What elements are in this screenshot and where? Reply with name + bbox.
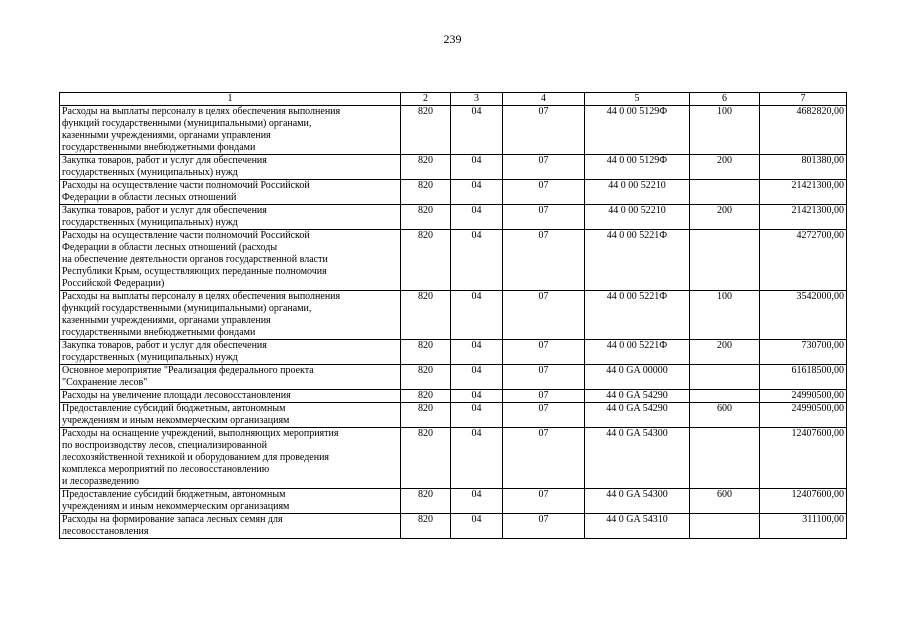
amount: 21421300,00 [760,180,847,205]
subsection-code: 07 [503,155,585,180]
table-row [60,428,847,489]
budget-table [59,92,847,539]
row-description: Закупка товаров, работ и услуг для обеспечения государственных (муниципальных) нужд [60,205,401,230]
expense-type-code: 100 [690,291,760,340]
ministry-code: 820 [401,180,451,205]
subsection-code: 07 [503,106,585,155]
table-body [60,106,847,539]
row-description: Предоставление субсидий бюджетным, автономным учреждениям и иным некоммерческим организациям [60,403,401,428]
ministry-code: 820 [401,428,451,489]
target-article-code: 44 0 GA 54310 [585,514,690,539]
row-description: Расходы на выплаты персоналу в целях обеспечения выполнения функций государственными (муниципальными) органами, казенными учреждениями, органами управления государственными внебюджетными фондами [60,106,401,155]
ministry-code: 820 [401,230,451,291]
expense-type-code: 200 [690,205,760,230]
section-code: 04 [451,390,503,403]
subsection-code: 07 [503,291,585,340]
section-code: 04 [451,155,503,180]
target-article-code: 44 0 00 52210 [585,205,690,230]
section-code: 04 [451,106,503,155]
ministry-code: 820 [401,390,451,403]
ministry-code: 820 [401,403,451,428]
expense-type-code [690,428,760,489]
ministry-code: 820 [401,489,451,514]
row-description: Предоставление субсидий бюджетным, автономным учреждениям и иным некоммерческим организациям [60,489,401,514]
ministry-code: 820 [401,340,451,365]
table-header-row [60,93,847,106]
column-header: 6 [690,93,760,106]
row-description: Расходы на выплаты персоналу в целях обеспечения выполнения функций государственными (муниципальными) органами, казенными учреждениями, органами управления государственными внебюджетными фондами [60,291,401,340]
row-description: Расходы на осуществление части полномочий Российской Федерации в области лесных отношений [60,180,401,205]
ministry-code: 820 [401,365,451,390]
row-description: Закупка товаров, работ и услуг для обеспечения государственных (муниципальных) нужд [60,340,401,365]
amount: 24990500,00 [760,390,847,403]
subsection-code: 07 [503,180,585,205]
amount: 4272700,00 [760,230,847,291]
subsection-code: 07 [503,390,585,403]
target-article-code: 44 0 GA 54300 [585,428,690,489]
subsection-code: 07 [503,403,585,428]
target-article-code: 44 0 GA 54290 [585,390,690,403]
target-article-code: 44 0 GA 54290 [585,403,690,428]
table-row [60,205,847,230]
expense-type-code: 600 [690,403,760,428]
subsection-code: 07 [503,340,585,365]
expense-type-code [690,365,760,390]
amount: 311100,00 [760,514,847,539]
table-row [60,106,847,155]
expense-type-code [690,180,760,205]
section-code: 04 [451,514,503,539]
amount: 21421300,00 [760,205,847,230]
column-header: 1 [60,93,401,106]
subsection-code: 07 [503,514,585,539]
target-article-code: 44 0 00 52210 [585,180,690,205]
subsection-code: 07 [503,230,585,291]
table-row [60,230,847,291]
table-row [60,155,847,180]
target-article-code: 44 0 00 5129Ф [585,106,690,155]
expense-type-code: 600 [690,489,760,514]
target-article-code: 44 0 GA 00000 [585,365,690,390]
subsection-code: 07 [503,489,585,514]
section-code: 04 [451,230,503,291]
row-description: Расходы на оснащение учреждений, выполняющих мероприятия по воспроизводству лесов, специализированной лесохозяйственной техникой и оборудованием для проведения комплекса мероприятий по лесовосстановлению и лесоразведению [60,428,401,489]
target-article-code: 44 0 00 5221Ф [585,230,690,291]
ministry-code: 820 [401,514,451,539]
section-code: 04 [451,291,503,340]
target-article-code: 44 0 GA 54300 [585,489,690,514]
section-code: 04 [451,180,503,205]
amount: 61618500,00 [760,365,847,390]
ministry-code: 820 [401,155,451,180]
table-row [60,403,847,428]
section-code: 04 [451,403,503,428]
amount: 730700,00 [760,340,847,365]
ministry-code: 820 [401,205,451,230]
column-header: 2 [401,93,451,106]
section-code: 04 [451,340,503,365]
table-row [60,489,847,514]
page-number: 239 [443,32,462,46]
column-header: 7 [760,93,847,106]
table-row [60,365,847,390]
section-code: 04 [451,489,503,514]
table-row [60,291,847,340]
row-description: Закупка товаров, работ и услуг для обеспечения государственных (муниципальных) нужд [60,155,401,180]
column-header: 5 [585,93,690,106]
target-article-code: 44 0 00 5221Ф [585,340,690,365]
expense-type-code: 200 [690,155,760,180]
amount: 4682820,00 [760,106,847,155]
amount: 12407600,00 [760,489,847,514]
expense-type-code [690,390,760,403]
table-row [60,390,847,403]
amount: 3542000,00 [760,291,847,340]
target-article-code: 44 0 00 5129Ф [585,155,690,180]
amount: 801380,00 [760,155,847,180]
expense-type-code [690,230,760,291]
expense-type-code: 100 [690,106,760,155]
subsection-code: 07 [503,205,585,230]
row-description: Расходы на формирование запаса лесных семян для лесовосстановления [60,514,401,539]
subsection-code: 07 [503,365,585,390]
ministry-code: 820 [401,291,451,340]
expense-type-code: 200 [690,340,760,365]
section-code: 04 [451,428,503,489]
subsection-code: 07 [503,428,585,489]
section-code: 04 [451,205,503,230]
row-description: Расходы на увеличение площади лесовосстановления [60,390,401,403]
table-row [60,514,847,539]
table-row [60,180,847,205]
section-code: 04 [451,365,503,390]
amount: 24990500,00 [760,403,847,428]
expense-type-code [690,514,760,539]
column-header: 4 [503,93,585,106]
target-article-code: 44 0 00 5221Ф [585,291,690,340]
row-description: Расходы на осуществление части полномочий Российской Федерации в области лесных отношений (расходы на обеспечение деятельности органов государственной власти Республики Крым, осуществляющих переданные полномочия Российской Федерации) [60,230,401,291]
ministry-code: 820 [401,106,451,155]
table-row [60,340,847,365]
column-header: 3 [451,93,503,106]
row-description: Основное мероприятие "Реализация федерального проекта "Сохранение лесов" [60,365,401,390]
amount: 12407600,00 [760,428,847,489]
